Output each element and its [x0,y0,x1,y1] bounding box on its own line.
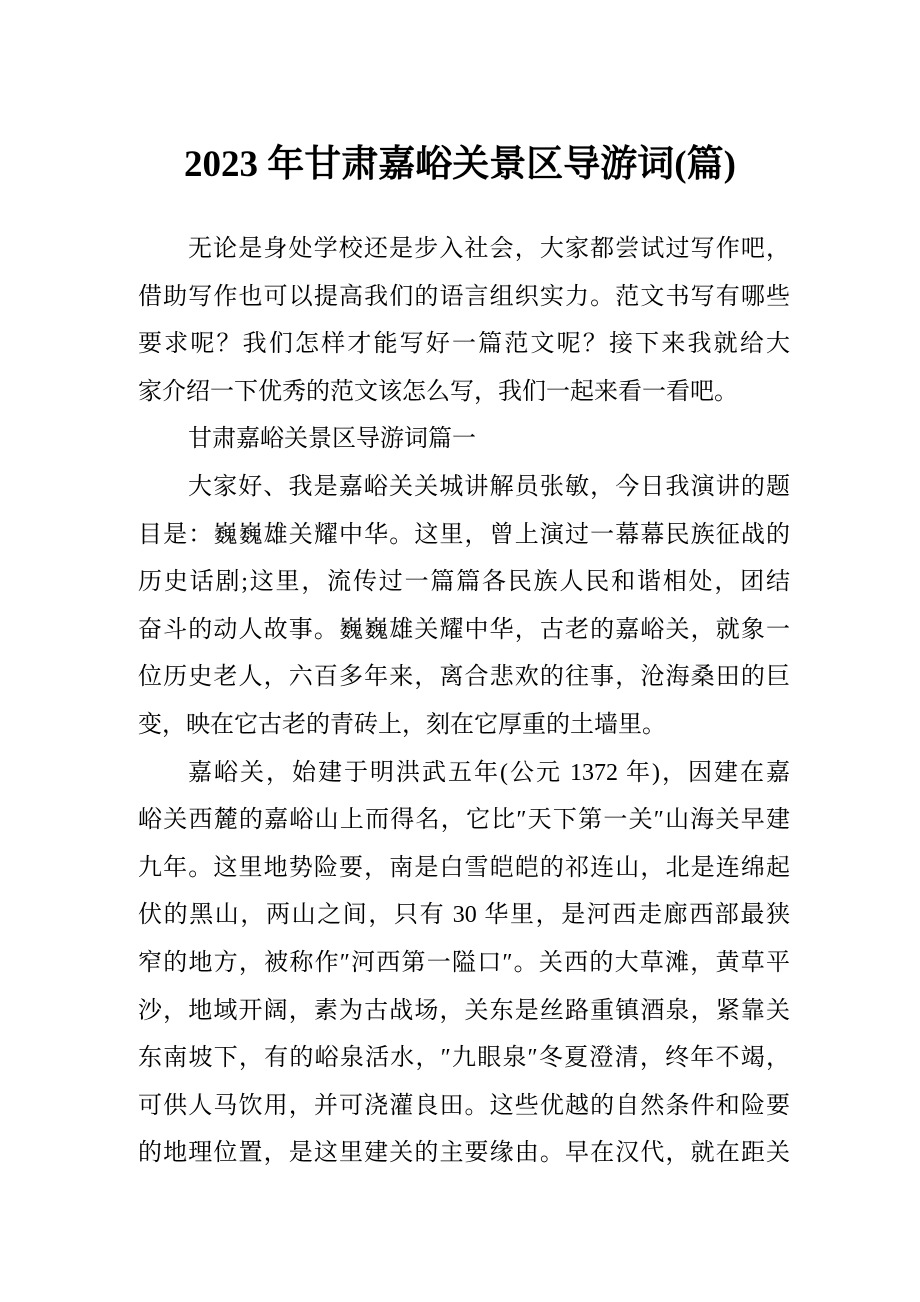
text-line: 变，映在它古老的青砖上，刻在它厚重的土墙里。 [138,711,666,738]
text-line: 借助写作也可以提高我们的语言组织实力。范文书写有哪些 [138,283,790,310]
text-line: 峪关西麓的嘉峪山上而得名，它比″天下第一关″山海关早建 [138,807,790,834]
text-line: 可供人马饮用，并可浇灌良田。这些优越的自然条件和险要 [138,1092,790,1119]
text-line: 的地理位置，是这里建关的主要缘由。早在汉代，就在距关 [138,1140,790,1167]
text-line: 目是：巍巍雄关耀中华。这里，曾上演过一幕幕民族征战的 [138,521,790,548]
document-title: 2023 年甘肃嘉峪关景区导游词(篇) [184,144,736,185]
text-line: 无论是身处学校还是步入社会，大家都尝试过写作吧， [188,236,790,262]
text-line: 沙，地域开阔，素为古战场，关东是丝路重镇酒泉，紧靠关 [138,997,790,1024]
text-line: 九年。这里地势险要，南是白雪皑皑的祁连山，北是连绵起 [138,854,790,881]
text-line: 要求呢？我们怎样才能写好一篇范文呢？接下来我就给大 [138,331,790,358]
text-line: 历史话剧;这里，流传过一篇篇各民族人民和谐相处，团结 [138,569,790,596]
text-line: 嘉峪关，始建于明洪武五年(公元 1372 年)，因建在嘉 [188,759,790,786]
text-line: 奋斗的动人故事。巍巍雄关耀中华，古老的嘉峪关，就象一 [138,616,790,643]
text-line: 甘肃嘉峪关景区导游词篇一 [188,426,476,453]
document-body [138,226,790,1178]
text-line: 家介绍一下优秀的范文该怎么写，我们一起来看一看吧。 [138,378,738,405]
text-line: 东南坡下，有的峪泉活水，″九眼泉″冬夏澄清，终年不竭， [138,1045,790,1072]
text-line: 窄的地方，被称作″河西第一隘口″。关西的大草滩，黄草平 [138,949,790,976]
text-line: 伏的黑山，两山之间，只有 30 华里，是河西走廊西部最狭 [138,902,790,929]
text-line: 大家好、我是嘉峪关关城讲解员张敏，今日我演讲的题 [188,473,790,500]
text-line: 位历史老人，六百多年来，离合悲欢的往事，沧海桑田的巨 [138,664,790,691]
